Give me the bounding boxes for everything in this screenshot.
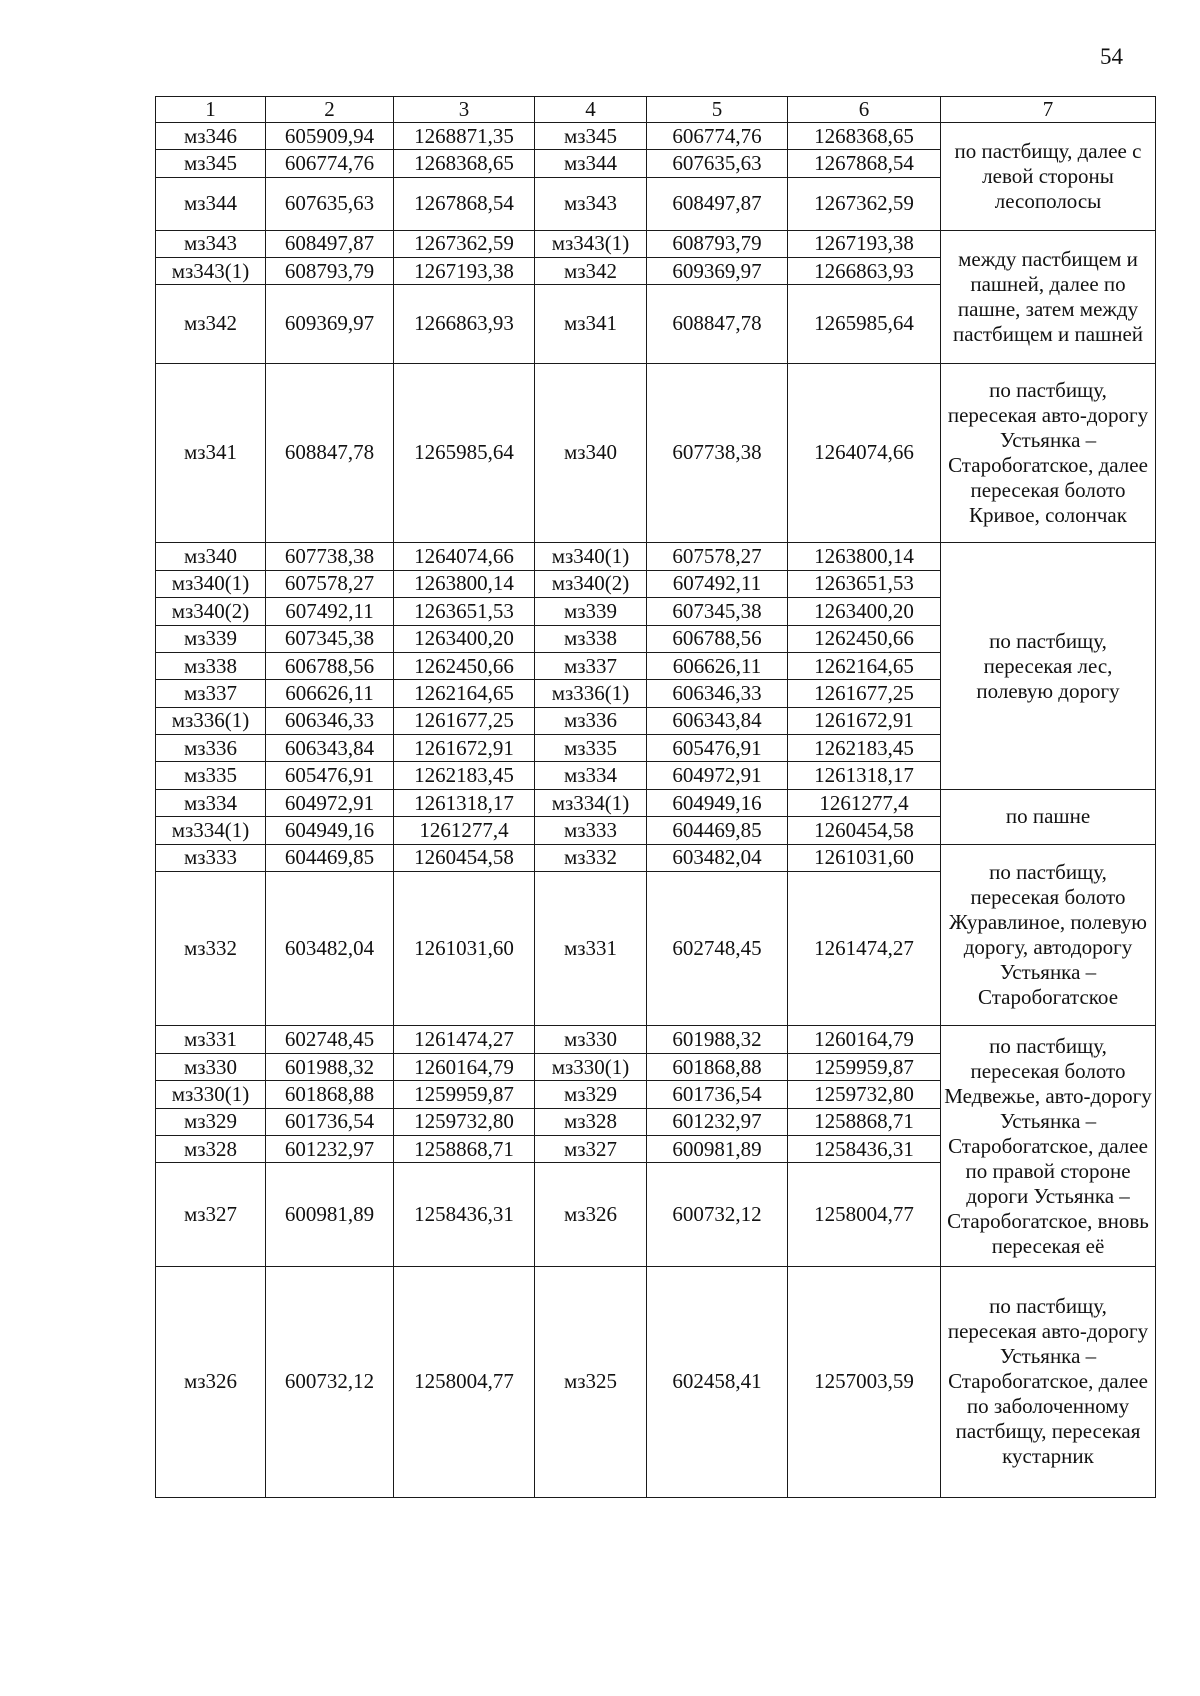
table-header-row bbox=[156, 97, 1156, 123]
to-y-cell: 1267193,38 bbox=[788, 230, 941, 257]
table-row bbox=[156, 363, 1156, 543]
to-y-cell: 1267868,54 bbox=[788, 150, 941, 177]
from-y-cell: 1259959,87 bbox=[394, 1081, 535, 1108]
column-header: 2 bbox=[266, 97, 394, 123]
from-y-cell: 1264074,66 bbox=[394, 543, 535, 570]
to-x-cell: 604469,85 bbox=[647, 817, 788, 844]
to-y-cell: 1261318,17 bbox=[788, 762, 941, 789]
from-point-cell: мз326 bbox=[156, 1266, 266, 1497]
from-x-cell: 601868,88 bbox=[266, 1081, 394, 1108]
to-x-cell: 607635,63 bbox=[647, 150, 788, 177]
from-point-cell: мз341 bbox=[156, 363, 266, 543]
to-y-cell: 1261474,27 bbox=[788, 872, 941, 1026]
from-point-cell: мз330 bbox=[156, 1053, 266, 1080]
to-point-cell: мз325 bbox=[535, 1266, 647, 1497]
boundary-description-cell: по пастбищу, пересекая болото Медвежье, авто-дорогу Устьянка – Старобогатское, далее по правой стороне дороги Устьянка – Старобогатское, вновь пересекая её bbox=[941, 1026, 1156, 1267]
to-point-cell: мз329 bbox=[535, 1081, 647, 1108]
boundary-description-cell: по пастбищу, пересекая авто-дорогу Устьянка – Старобогатское, далее по заболоченному пастбищу, пересекая кустарник bbox=[941, 1266, 1156, 1497]
from-x-cell: 601232,97 bbox=[266, 1135, 394, 1162]
to-x-cell: 605476,91 bbox=[647, 735, 788, 762]
from-point-cell: мз343 bbox=[156, 230, 266, 257]
to-x-cell: 607578,27 bbox=[647, 543, 788, 570]
to-x-cell: 602458,41 bbox=[647, 1266, 788, 1497]
to-y-cell: 1260454,58 bbox=[788, 817, 941, 844]
to-point-cell: мз345 bbox=[535, 123, 647, 150]
table-body bbox=[156, 123, 1156, 1498]
from-point-cell: мз340 bbox=[156, 543, 266, 570]
table-row bbox=[156, 789, 1156, 816]
table-row bbox=[156, 543, 1156, 570]
to-point-cell: мз341 bbox=[535, 285, 647, 363]
from-y-cell: 1258868,71 bbox=[394, 1135, 535, 1162]
from-point-cell: мз334 bbox=[156, 789, 266, 816]
to-y-cell: 1262450,66 bbox=[788, 625, 941, 652]
from-x-cell: 606788,56 bbox=[266, 652, 394, 679]
to-point-cell: мз338 bbox=[535, 625, 647, 652]
from-y-cell: 1267868,54 bbox=[394, 177, 535, 230]
to-x-cell: 607492,11 bbox=[647, 570, 788, 597]
from-y-cell: 1262450,66 bbox=[394, 652, 535, 679]
to-y-cell: 1263400,20 bbox=[788, 598, 941, 625]
boundary-description-cell: по пашне bbox=[941, 789, 1156, 844]
from-y-cell: 1261677,25 bbox=[394, 707, 535, 734]
to-x-cell: 606346,33 bbox=[647, 680, 788, 707]
table-row bbox=[156, 123, 1156, 150]
column-header: 7 bbox=[941, 97, 1156, 123]
to-y-cell: 1258004,77 bbox=[788, 1163, 941, 1267]
from-x-cell: 601736,54 bbox=[266, 1108, 394, 1135]
from-point-cell: мз340(1) bbox=[156, 570, 266, 597]
from-y-cell: 1262164,65 bbox=[394, 680, 535, 707]
from-x-cell: 606626,11 bbox=[266, 680, 394, 707]
from-y-cell: 1267362,59 bbox=[394, 230, 535, 257]
to-y-cell: 1266863,93 bbox=[788, 257, 941, 284]
to-point-cell: мз335 bbox=[535, 735, 647, 762]
from-y-cell: 1260454,58 bbox=[394, 844, 535, 871]
from-x-cell: 609369,97 bbox=[266, 285, 394, 363]
to-x-cell: 604949,16 bbox=[647, 789, 788, 816]
from-y-cell: 1266863,93 bbox=[394, 285, 535, 363]
to-point-cell: мз328 bbox=[535, 1108, 647, 1135]
from-x-cell: 607345,38 bbox=[266, 625, 394, 652]
to-x-cell: 603482,04 bbox=[647, 844, 788, 871]
to-y-cell: 1261277,4 bbox=[788, 789, 941, 816]
to-y-cell: 1265985,64 bbox=[788, 285, 941, 363]
boundary-description-cell: по пастбищу, пересекая болото Журавлиное, полевую дорогу, автодорогу Устьянка – Старобогатское bbox=[941, 844, 1156, 1026]
from-x-cell: 604972,91 bbox=[266, 789, 394, 816]
to-x-cell: 601736,54 bbox=[647, 1081, 788, 1108]
from-x-cell: 600981,89 bbox=[266, 1163, 394, 1267]
to-y-cell: 1261677,25 bbox=[788, 680, 941, 707]
from-point-cell: мз333 bbox=[156, 844, 266, 871]
table-row bbox=[156, 1266, 1156, 1497]
to-point-cell: мз340(2) bbox=[535, 570, 647, 597]
from-point-cell: мз334(1) bbox=[156, 817, 266, 844]
to-point-cell: мз344 bbox=[535, 150, 647, 177]
to-y-cell: 1264074,66 bbox=[788, 363, 941, 543]
from-x-cell: 607635,63 bbox=[266, 177, 394, 230]
from-y-cell: 1261277,4 bbox=[394, 817, 535, 844]
to-x-cell: 608793,79 bbox=[647, 230, 788, 257]
from-point-cell: мз329 bbox=[156, 1108, 266, 1135]
from-x-cell: 607578,27 bbox=[266, 570, 394, 597]
to-y-cell: 1267362,59 bbox=[788, 177, 941, 230]
to-y-cell: 1263800,14 bbox=[788, 543, 941, 570]
table-row bbox=[156, 230, 1156, 257]
from-point-cell: мз342 bbox=[156, 285, 266, 363]
from-y-cell: 1259732,80 bbox=[394, 1108, 535, 1135]
to-x-cell: 608847,78 bbox=[647, 285, 788, 363]
from-point-cell: мз339 bbox=[156, 625, 266, 652]
to-x-cell: 601988,32 bbox=[647, 1026, 788, 1053]
to-y-cell: 1259732,80 bbox=[788, 1081, 941, 1108]
to-point-cell: мз331 bbox=[535, 872, 647, 1026]
to-y-cell: 1257003,59 bbox=[788, 1266, 941, 1497]
from-x-cell: 600732,12 bbox=[266, 1266, 394, 1497]
from-point-cell: мз330(1) bbox=[156, 1081, 266, 1108]
from-x-cell: 606774,76 bbox=[266, 150, 394, 177]
from-y-cell: 1267193,38 bbox=[394, 257, 535, 284]
from-x-cell: 601988,32 bbox=[266, 1053, 394, 1080]
from-point-cell: мз338 bbox=[156, 652, 266, 679]
to-x-cell: 609369,97 bbox=[647, 257, 788, 284]
to-y-cell: 1259959,87 bbox=[788, 1053, 941, 1080]
to-x-cell: 600981,89 bbox=[647, 1135, 788, 1162]
from-y-cell: 1261474,27 bbox=[394, 1026, 535, 1053]
from-point-cell: мз327 bbox=[156, 1163, 266, 1267]
boundary-description-cell: по пастбищу, далее с левой стороны лесополосы bbox=[941, 123, 1156, 231]
to-point-cell: мз342 bbox=[535, 257, 647, 284]
to-x-cell: 606343,84 bbox=[647, 707, 788, 734]
to-y-cell: 1258436,31 bbox=[788, 1135, 941, 1162]
to-y-cell: 1261031,60 bbox=[788, 844, 941, 871]
from-point-cell: мз344 bbox=[156, 177, 266, 230]
to-point-cell: мз330(1) bbox=[535, 1053, 647, 1080]
to-x-cell: 608497,87 bbox=[647, 177, 788, 230]
to-point-cell: мз336(1) bbox=[535, 680, 647, 707]
boundary-description-cell: по пастбищу, пересекая авто-дорогу Устьянка – Старобогатское, далее пересекая болото Кривое, солончак bbox=[941, 363, 1156, 543]
column-header: 5 bbox=[647, 97, 788, 123]
from-point-cell: мз331 bbox=[156, 1026, 266, 1053]
from-y-cell: 1261672,91 bbox=[394, 735, 535, 762]
to-point-cell: мз340 bbox=[535, 363, 647, 543]
to-point-cell: мз334 bbox=[535, 762, 647, 789]
from-y-cell: 1262183,45 bbox=[394, 762, 535, 789]
from-x-cell: 608497,87 bbox=[266, 230, 394, 257]
to-y-cell: 1260164,79 bbox=[788, 1026, 941, 1053]
to-point-cell: мз336 bbox=[535, 707, 647, 734]
from-point-cell: мз336(1) bbox=[156, 707, 266, 734]
to-x-cell: 606626,11 bbox=[647, 652, 788, 679]
to-x-cell: 601868,88 bbox=[647, 1053, 788, 1080]
from-point-cell: мз336 bbox=[156, 735, 266, 762]
from-y-cell: 1263800,14 bbox=[394, 570, 535, 597]
from-point-cell: мз335 bbox=[156, 762, 266, 789]
from-point-cell: мз332 bbox=[156, 872, 266, 1026]
from-y-cell: 1258004,77 bbox=[394, 1266, 535, 1497]
from-x-cell: 605476,91 bbox=[266, 762, 394, 789]
from-point-cell: мз343(1) bbox=[156, 257, 266, 284]
from-x-cell: 603482,04 bbox=[266, 872, 394, 1026]
table-row bbox=[156, 1026, 1156, 1053]
from-x-cell: 604949,16 bbox=[266, 817, 394, 844]
to-y-cell: 1261672,91 bbox=[788, 707, 941, 734]
to-x-cell: 602748,45 bbox=[647, 872, 788, 1026]
to-point-cell: мз326 bbox=[535, 1163, 647, 1267]
from-y-cell: 1263651,53 bbox=[394, 598, 535, 625]
to-x-cell: 601232,97 bbox=[647, 1108, 788, 1135]
from-point-cell: мз345 bbox=[156, 150, 266, 177]
from-x-cell: 608793,79 bbox=[266, 257, 394, 284]
to-y-cell: 1262164,65 bbox=[788, 652, 941, 679]
from-x-cell: 604469,85 bbox=[266, 844, 394, 871]
from-y-cell: 1260164,79 bbox=[394, 1053, 535, 1080]
from-y-cell: 1265985,64 bbox=[394, 363, 535, 543]
to-point-cell: мз340(1) bbox=[535, 543, 647, 570]
to-x-cell: 600732,12 bbox=[647, 1163, 788, 1267]
from-point-cell: мз328 bbox=[156, 1135, 266, 1162]
column-header: 3 bbox=[394, 97, 535, 123]
to-point-cell: мз343(1) bbox=[535, 230, 647, 257]
from-y-cell: 1261031,60 bbox=[394, 872, 535, 1026]
from-x-cell: 607738,38 bbox=[266, 543, 394, 570]
from-x-cell: 607492,11 bbox=[266, 598, 394, 625]
boundary-description-cell: по пастбищу, пересекая лес, полевую дорогу bbox=[941, 543, 1156, 790]
from-point-cell: мз340(2) bbox=[156, 598, 266, 625]
from-point-cell: мз337 bbox=[156, 680, 266, 707]
to-x-cell: 607345,38 bbox=[647, 598, 788, 625]
table-row bbox=[156, 844, 1156, 871]
boundary-coordinates-table bbox=[155, 96, 1156, 1498]
from-x-cell: 606346,33 bbox=[266, 707, 394, 734]
to-point-cell: мз339 bbox=[535, 598, 647, 625]
column-header: 6 bbox=[788, 97, 941, 123]
to-point-cell: мз337 bbox=[535, 652, 647, 679]
from-y-cell: 1263400,20 bbox=[394, 625, 535, 652]
to-y-cell: 1258868,71 bbox=[788, 1108, 941, 1135]
to-y-cell: 1263651,53 bbox=[788, 570, 941, 597]
from-x-cell: 606343,84 bbox=[266, 735, 394, 762]
to-point-cell: мз343 bbox=[535, 177, 647, 230]
from-y-cell: 1268368,65 bbox=[394, 150, 535, 177]
from-point-cell: мз346 bbox=[156, 123, 266, 150]
to-point-cell: мз327 bbox=[535, 1135, 647, 1162]
to-point-cell: мз334(1) bbox=[535, 789, 647, 816]
from-x-cell: 605909,94 bbox=[266, 123, 394, 150]
to-point-cell: мз330 bbox=[535, 1026, 647, 1053]
to-x-cell: 607738,38 bbox=[647, 363, 788, 543]
from-y-cell: 1268871,35 bbox=[394, 123, 535, 150]
column-header: 1 bbox=[156, 97, 266, 123]
to-x-cell: 606774,76 bbox=[647, 123, 788, 150]
from-x-cell: 602748,45 bbox=[266, 1026, 394, 1053]
column-header: 4 bbox=[535, 97, 647, 123]
from-y-cell: 1261318,17 bbox=[394, 789, 535, 816]
to-x-cell: 606788,56 bbox=[647, 625, 788, 652]
from-x-cell: 608847,78 bbox=[266, 363, 394, 543]
to-point-cell: мз332 bbox=[535, 844, 647, 871]
to-y-cell: 1268368,65 bbox=[788, 123, 941, 150]
to-point-cell: мз333 bbox=[535, 817, 647, 844]
to-y-cell: 1262183,45 bbox=[788, 735, 941, 762]
boundary-description-cell: между пастбищем и пашней, далее по пашне, затем между пастбищем и пашней bbox=[941, 230, 1156, 363]
to-x-cell: 604972,91 bbox=[647, 762, 788, 789]
from-y-cell: 1258436,31 bbox=[394, 1163, 535, 1267]
page-number: 54 bbox=[1100, 44, 1123, 69]
